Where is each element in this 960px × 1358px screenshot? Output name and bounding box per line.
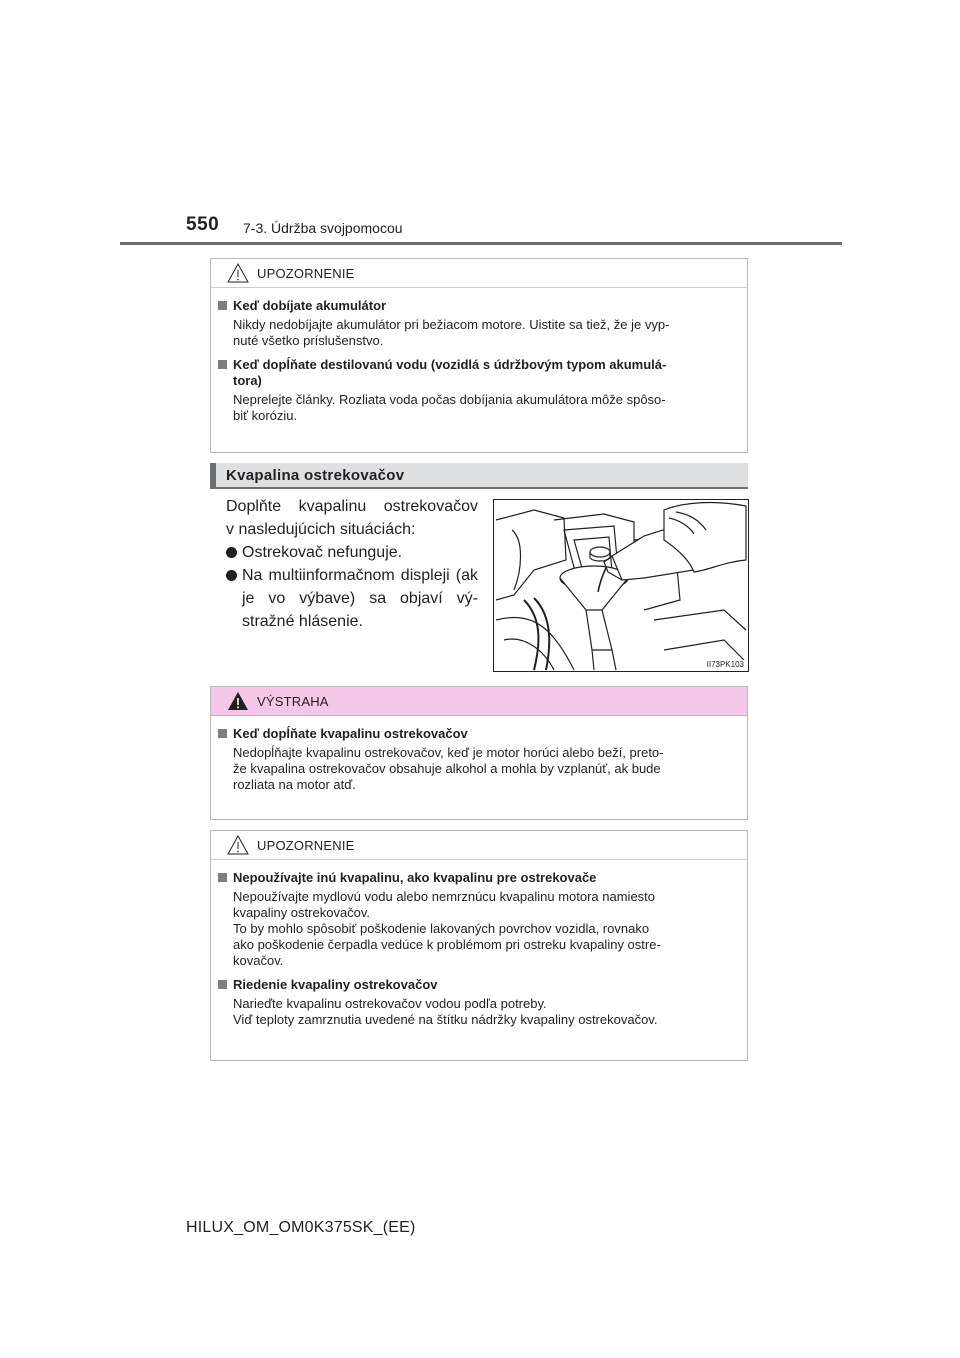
notice-label: UPOZORNENIE (257, 266, 355, 281)
notice-item (215, 357, 739, 424)
notice-item (215, 298, 739, 349)
washer-fluid-illustration (493, 499, 749, 672)
document-id: HILUX_OM_OM0K375SK_(EE) (186, 1219, 416, 1236)
notice-item (215, 977, 739, 1028)
warning-item (215, 726, 739, 793)
item-title: Keď dobíjate akumulátor (233, 298, 387, 313)
section-accent (210, 463, 216, 487)
item-title: Nepoužívajte inú kvapalinu, ako kvapalinu pre ostrekovače (233, 870, 597, 885)
warning-triangle-icon (227, 691, 249, 711)
header-divider (120, 242, 842, 245)
notice-label: UPOZORNENIE (257, 838, 355, 853)
notice-header (211, 831, 747, 860)
warning-label: VÝSTRAHA (257, 694, 329, 709)
page-number: 550 (186, 214, 220, 235)
list-item: Ostrekovač nefunguje. (226, 541, 478, 564)
notice-item (215, 870, 739, 969)
warning-box (210, 686, 748, 820)
item-text: Nedopĺňajte kvapalinu ostrekovačov, keď je motor horúci alebo beží, preto- že kvapalina ostrekovačov obsahuje alkohol a mohla by vzplanúť, ak bude rozliata na motor atď. (233, 745, 664, 792)
list-item: Na multiinformačnom displeji (ak je vo výbave) sa objaví vý-stražné hlásenie. (226, 564, 478, 633)
square-bullet-icon (218, 301, 227, 310)
item-text: Neprelejte články. Rozliata voda počas dobíjania akumulátora môže spôso- biť koróziu. (233, 392, 666, 423)
item-text: Narieďte kvapalinu ostrekovačov vodou podľa potreby. Viď teploty zamrznutia uvedené na štítku nádržky kvapaliny ostrekovačov. (233, 996, 658, 1027)
intro-text (226, 495, 478, 633)
intro-lead-2: v nasledujúcich situáciách: (226, 521, 416, 538)
notice-header (211, 259, 747, 288)
bullet-dot-icon (226, 547, 237, 558)
square-bullet-icon (218, 360, 227, 369)
notice-box-battery (210, 258, 748, 453)
item-text: Nikdy nedobíjajte akumulátor pri bežiacom motore. Uistite sa tiež, že je vyp- nuté všetko príslušenstvo. (233, 317, 670, 348)
notice-box-washer (210, 830, 748, 1061)
item-title: Riedenie kvapaliny ostrekovačov (233, 977, 438, 992)
section-title: Kvapalina ostrekovačov (226, 467, 405, 484)
item-title: Keď dopĺňate kvapalinu ostrekovačov (233, 726, 468, 741)
figure-code: II73PK103 (706, 660, 744, 669)
engine-bay-drawing (494, 500, 748, 671)
section-header: 7-3. Údržba svojpomocou (243, 220, 403, 236)
square-bullet-icon (218, 729, 227, 738)
warning-header (211, 687, 747, 716)
caution-triangle-icon (227, 835, 249, 855)
item-title: Keď dopĺňate destilovanú vodu (vozidlá s údržbovým typom akumulá- tora) (233, 357, 667, 388)
item-text: Nepoužívajte mydlovú vodu alebo nemrznúcu kvapalinu motora namiesto kvapaliny ostrekovačov. To by mohlo spôsobiť poškodenie lakovaných povrchov vozidla, rovnako ako poškodenie čerpadla vedúce k problémom pri ostreku kvapaliny ostre- kovačov. (233, 889, 661, 968)
section-heading (210, 463, 748, 489)
intro-lead: Doplňte kvapalinu ostrekovačov (226, 498, 478, 515)
bullet-dot-icon (226, 570, 237, 581)
caution-triangle-icon (227, 263, 249, 283)
square-bullet-icon (218, 873, 227, 882)
square-bullet-icon (218, 980, 227, 989)
